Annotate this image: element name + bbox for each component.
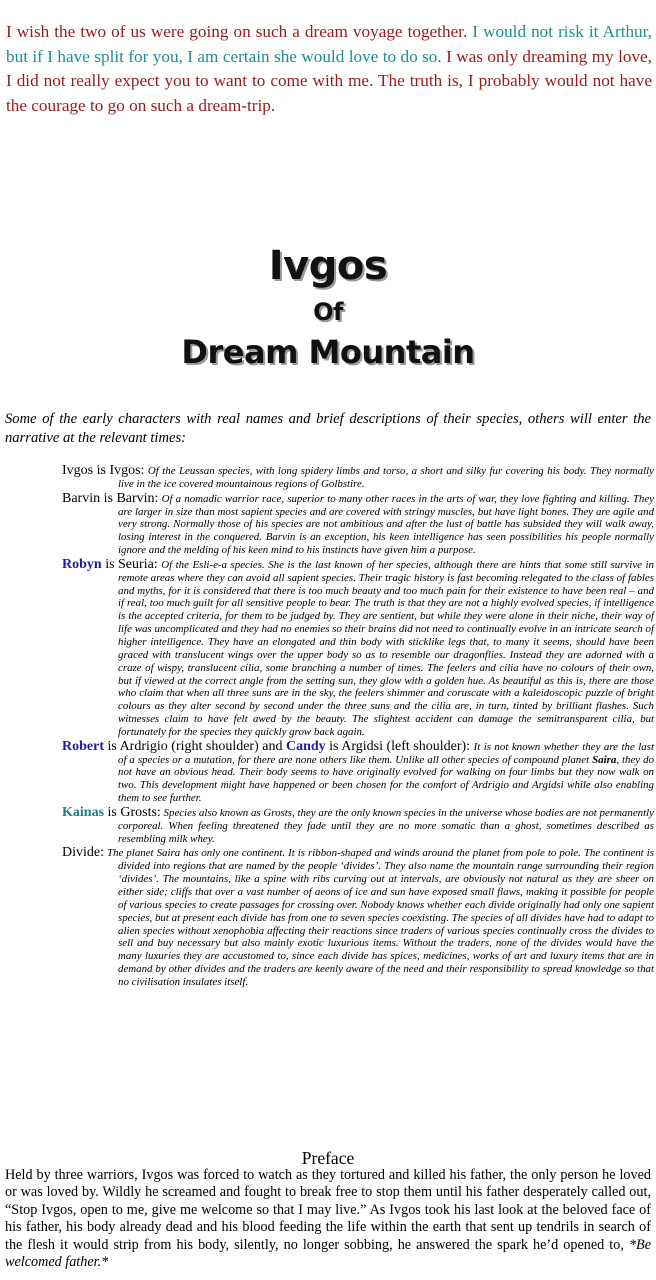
character-description: It is not known whether they are the last of a species or a mutation, for there are none others like them. Unlike all other species of compound planet Saira, they do not have an obvious head. Their body seems to have originally evolved for walking on four limbs but they now walk on two. This development might have happened or been chosen for the comfort of Ardrigio and Argidsi while also enabling them to see further.	[118, 740, 654, 805]
intro-line-2: I would not risk it Arthur, but if I have split for you, I am certain she would love to do so.	[6, 22, 652, 66]
intro-line-3: I was only dreaming my love, I did not really expect you to want to come with me. The truth is, I probably would not have the courage to go on such a dream-trip.	[6, 46, 652, 115]
character-entry-divide	[62, 845, 654, 988]
character-name: Candy	[285, 738, 326, 754]
title-of: Of	[313, 298, 343, 326]
character-label: Robyn is Seuria:	[62, 556, 158, 572]
characters-intro: Some of the early characters with real names and brief descriptions of their species, others will enter the narrative at the relevant times:	[5, 411, 651, 446]
character-label: Robert is Ardrigio (right shoulder) and Candy is Argidsi (left shoulder):	[62, 738, 471, 754]
character-entry-barvin	[62, 490, 655, 557]
character-entry-robert-candy	[62, 738, 654, 805]
book-title	[0, 242, 656, 374]
character-label: Barvin is Barvin:	[62, 490, 159, 506]
character-label: Divide:	[62, 845, 104, 861]
character-entry-ivgos	[62, 463, 654, 491]
planet-name: Saira	[592, 753, 617, 766]
title-subtitle: Dream Mountain	[181, 333, 475, 371]
character-description: Species also known as Grosts, they are the only known species in the universe whose bodies are not permanently corporeal. When feeling threatened they fade until they are no more somatic than a ghost, sometimes described as resembling milk whey.	[118, 806, 654, 845]
character-name: Robert	[62, 738, 104, 754]
character-description: Of the Leussan species, with long spidery limbs and torso, a short and silky fur covering his body. They normally live in the ice covered mountainous regions of Golbstire.	[118, 465, 654, 490]
character-description: Of a nomadic warrior race, superior to many other races in the arts of war, they love fighting and killing. They are larger in size than most sapient species and are covered with stringy muscles, but have light bones. They are agile and very strong. Normally those of his species are not ambitious and after the lust of battle has subsided they will walk away, losing interest in the conquered. Barvin is an exception, his keen intelligence has seen possibilities his people normally ignore and the melding of his keen mind to his instincts have given him a purpose.	[118, 492, 655, 557]
intro-paragraph	[6, 20, 652, 118]
preface-ending: *Be welcomed father.*	[5, 1236, 651, 1271]
character-label: Kainas is Grosts:	[62, 804, 161, 820]
character-list	[0, 465, 656, 991]
character-name: Robyn	[62, 556, 102, 572]
intro-line-1: I wish the two of us were going on such a dream voyage together.	[6, 22, 468, 41]
character-label: Ivgos is Ivgos:	[62, 463, 145, 478]
character-entry-kainas	[62, 804, 654, 846]
character-description: The planet Saira has only one continent. It is ribbon-shaped and winds around the planet from pole to pole. The continent is divided into regions that are named by the people ‘divides’. They also name the mountain range surrounding their region ‘divides’. The mountains, like a spine with ribs curving out at intervals, are obviously not natural as they are sheer on either side; cliffs that over a vast number of aeons of ice and sun have exposed small flaws, making it possible for people of various species to create passages for crossing over. Nobody knows whether each divide originally had only one sapient species, but at present each divide has from one to seven species coexisting. The species of all divides have had to adapt to alien species without xenophobia affecting their reactions since traders of various species continually cross the divides to sell and buy necessary but also mainly exotic luxurious items. Without the traders, none of the divides would have the many luxuries they are accustomed to, since each divide has spices, medicines, works of art and luxury items that are in demand by other divides and the traders are keenly aware of the need and their responsibility to spread knowledge so that no civilisation insulates itself.	[107, 847, 654, 988]
character-description: Of the Esli-e-a species. She is the last known of her species, although there are hints that some still survive in remote areas where they can avoid all sapient species. Their tragic history is fast becoming relegated to the class of fables and myths, for it is considered that there is too much beauty and too much pain for their existence to have been real – and if real, too much guilt for all sensitive people to bear. The truth is that they are not a highly evolved species, if intelligence is the accepted criteria, for them to be judged by. They are sentient, but while they were alone in their niche, their way of life was uncomplicated and they had no enemies so their brains did not need to continually evolve in an intricate search of higher intelligence. They have an elongated and thin body with sticklike legs that, to many it seems, should have been graced with translucent wings over the upper body so as to resemble our dragonflies. Instead they are adorned with a craze of wispy, translucent cilia, some branching a number of times. The feelers and cilia have no colours of their own, but if viewed at the correct angle from the setting sun, they glow with a golden hue. As beautiful as this is, there are those who claim that when all three suns are in the sky, the feelers shimmer and coruscate with a kaleidoscopic puzzle of bright colours as they alter second by second under the three suns and the cilia are, in turn, tinted by brilliant flashes. Such witnesses claim to have felt awed by the beauty. The slightest accident can damage the semitransparent cilia, but fortunately for the species they quickly grow back again.	[118, 558, 654, 738]
preface-heading: Preface	[301, 1148, 355, 1168]
character-entry-robyn	[62, 556, 654, 739]
character-name: Kainas	[62, 804, 105, 820]
preface-text: Held by three warriors, Ivgos was forced to watch as they tortured and killed his father, the only person he loved or was loved by. Wildly he screamed and fought to break free to stop them until his father desperately called out, “Stop Ivgos, open to me, give me welcome so that I may live.” As Ivgos took his last look at the beloved face of his father, his body already dead and his blood feeding the life within the earth that sent up tendrils in search of the flesh it would strip from his body, silently, no longer sobbing, he answered the spark he’d opened to, *Be welcomed father.*	[5, 1167, 651, 1271]
title-main: Ivgos	[268, 243, 388, 289]
